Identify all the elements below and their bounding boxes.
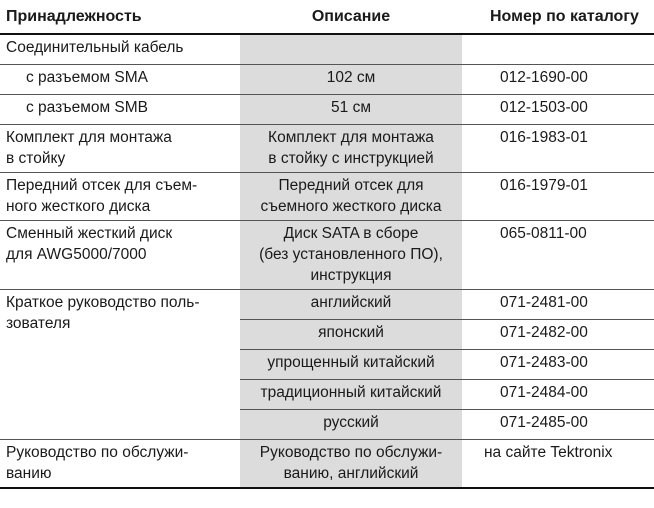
accessory-cell: с разъемом SMB: [0, 95, 240, 125]
accessory-cell: [0, 173, 240, 221]
catalog-number-cell: 016-1979-01: [462, 173, 654, 221]
catalog-number-cell: 065-0811-00: [462, 221, 654, 290]
description-line: ванию, английский: [283, 465, 419, 482]
description-line: в стойку с инструкцией: [268, 150, 434, 167]
header-catalog-number: Номер по каталогу: [462, 0, 654, 34]
table-row: [0, 221, 654, 290]
catalog-number-cell: 071-2485-00: [462, 410, 654, 440]
accessory-line: ванию: [6, 465, 52, 482]
catalog-number-cell: на сайте Tektronix: [462, 440, 654, 489]
description-line: Комплект для монтажа: [268, 129, 434, 146]
accessory-line: ного жесткого диска: [6, 198, 151, 215]
description-line: инструкция: [310, 267, 392, 284]
description-line: съемного жесткого диска: [260, 198, 442, 215]
table-row: [0, 95, 654, 125]
accessory-cell: [0, 125, 240, 173]
accessory-line: зователя: [6, 315, 71, 332]
accessory-line: Руководство по обслужи-: [6, 444, 189, 461]
catalog-number-cell: [462, 34, 654, 65]
table-row: [0, 440, 654, 489]
description-line: (без установленного ПО),: [259, 246, 443, 263]
table-row: [0, 34, 654, 65]
description-line: Передний отсек для: [278, 177, 424, 194]
accessory-line: Краткое руководство поль-: [6, 294, 200, 311]
description-cell: [240, 440, 462, 489]
description-cell: 102 см: [240, 65, 462, 95]
accessory-cell: Соединительный кабель: [0, 34, 240, 65]
accessory-line: Сменный жесткий диск: [6, 225, 173, 242]
catalog-number-cell: 071-2482-00: [462, 320, 654, 350]
catalog-number-cell: 012-1690-00: [462, 65, 654, 95]
description-cell: 51 см: [240, 95, 462, 125]
accessory-cell: [0, 221, 240, 290]
header-description: Описание: [240, 0, 462, 34]
table-row: [0, 125, 654, 173]
description-cell: упрощенный китайский: [240, 350, 462, 380]
accessory-cell: с разъемом SMA: [0, 65, 240, 95]
accessory-line: Передний отсек для съем-: [6, 177, 198, 194]
accessory-line: Комплект для монтажа: [6, 129, 172, 146]
table-header-row: [0, 0, 654, 34]
description-line: Диск SATA в сборе: [283, 225, 419, 242]
catalog-number-cell: 012-1503-00: [462, 95, 654, 125]
accessory-cell: [0, 440, 240, 489]
description-cell: английский: [240, 290, 462, 320]
catalog-number-cell: 071-2483-00: [462, 350, 654, 380]
table-row: [0, 173, 654, 221]
description-cell: [240, 34, 462, 65]
description-cell: японский: [240, 320, 462, 350]
table-row: [0, 65, 654, 95]
description-cell: традиционный китайский: [240, 380, 462, 410]
description-line: Руководство по обслужи-: [259, 444, 443, 461]
accessory-line: в стойку: [6, 150, 66, 167]
header-accessory: Принадлежность: [0, 0, 240, 34]
description-cell: [240, 221, 462, 290]
table-row: [0, 290, 654, 320]
description-cell: [240, 125, 462, 173]
catalog-number-cell: 071-2481-00: [462, 290, 654, 320]
description-cell: русский: [240, 410, 462, 440]
catalog-number-cell: 071-2484-00: [462, 380, 654, 410]
accessory-line: для AWG5000/7000: [6, 246, 147, 263]
description-cell: [240, 173, 462, 221]
accessory-cell: [0, 290, 240, 440]
catalog-number-cell: 016-1983-01: [462, 125, 654, 173]
